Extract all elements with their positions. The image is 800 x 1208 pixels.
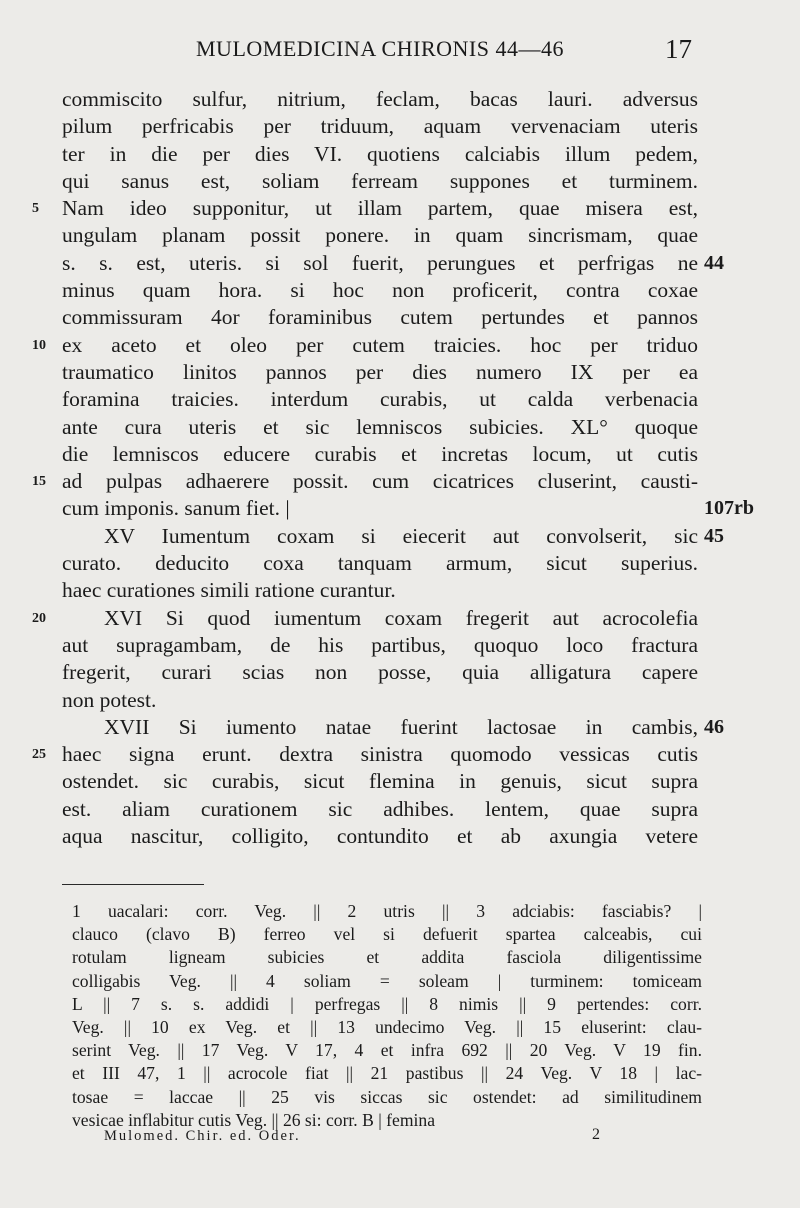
text-line	[62, 113, 698, 140]
text-line	[62, 168, 698, 195]
line-number: 25	[32, 747, 46, 763]
text-line	[62, 250, 724, 277]
critical-apparatus	[72, 900, 702, 1132]
text-line	[62, 86, 698, 113]
text-line-content: aut supragambam, de his partibus, quoquo loco fractura	[62, 632, 698, 657]
text-line-content: haec signa erunt. dextra sinistra quomodo vessicas cutis	[62, 742, 698, 767]
text-line	[62, 714, 724, 741]
text-line-content: ungulam planam possit ponere. in quam sincrismam, quae	[62, 223, 698, 248]
footnote-line: et III 47, 1 || acrocole fiat || 21 pastibus || 24 Veg. V 18 | lac-	[72, 1063, 702, 1084]
text-line-content: minus quam hora. si hoc non proficerit, contra coxae	[62, 278, 698, 303]
text-line-content: commissuram 4or foraminibus cutem pertundes et pannos	[62, 305, 698, 330]
text-line-content: ostendet. sic curabis, sicut flemina in genuis, sicut supra	[62, 769, 698, 794]
margin-reference: 107rb	[704, 497, 754, 520]
text-line-content: commiscito sulfur, nitrium, feclam, bacas lauri. adversus	[62, 87, 698, 111]
running-title: MULOMEDICINA CHIRONIS 44—46	[196, 36, 564, 61]
text-line-content: est. aliam curationem sic adhibes. lentem, quae supra	[62, 796, 698, 821]
text-line-content: XVII Si iumento natae fuerint lactosae in cambis,	[104, 714, 698, 739]
text-line	[62, 687, 698, 714]
running-header	[60, 34, 692, 70]
text-line-content: non potest.	[62, 687, 157, 712]
text-line-content: traumatico linitos pannos per dies numero IX per ea	[62, 359, 698, 384]
footnote-line: colligabis Veg. || 4 soliam = soleam | turminem: tomiceam	[72, 970, 702, 991]
text-line	[32, 741, 698, 768]
footnote-rule	[62, 884, 204, 885]
text-line	[62, 359, 698, 386]
text-line-content: ad pulpas adhaerere possit. cum cicatrices cluserint, causti-	[62, 469, 698, 494]
footnote-line: 1 uacalari: corr. Veg. || 2 utris || 3 adciabis: fasciabis? |	[72, 901, 702, 921]
text-line	[32, 332, 698, 359]
footnote-line: vesicae inflabitur cutis Veg. || 26 si: corr. B | femina	[72, 1109, 436, 1130]
text-line-content: XV Iumentum coxam si eiecerit aut convolserit, sic	[104, 523, 698, 548]
line-number: 10	[32, 337, 46, 353]
footer-signature: Mulomed. Chir. ed. Oder.	[104, 1128, 301, 1144]
text-line-content: die lemniscos educere curabis et incretas locum, ut cutis	[62, 441, 698, 466]
footnote-line: tosae = laccae || 25 vis siccas sic ostendet: ad similitudinem	[72, 1086, 702, 1107]
line-number: 20	[32, 610, 46, 626]
text-line-content: s. s. est, uteris. si sol fuerit, perungues et perfrigas ne	[62, 250, 698, 275]
text-line	[32, 195, 698, 222]
text-line	[62, 550, 698, 577]
text-line	[62, 495, 754, 522]
footnote-line: rotulam ligneam subicies et addita fasciola diligentissime	[72, 947, 702, 968]
margin-reference: 46	[704, 715, 724, 738]
footer-sheet-number: 2	[592, 1126, 600, 1143]
text-line-content: ter in die per dies VI. quotiens calciabis illum pedem,	[62, 141, 698, 166]
footnote-line: serint Veg. || 17 Veg. V 17, 4 et infra 692 || 20 Veg. V 19 fin.	[72, 1040, 702, 1061]
text-line	[62, 386, 698, 413]
signature-footer	[104, 1124, 604, 1148]
text-line	[62, 222, 698, 249]
text-line-content: aqua nascitur, colligito, contundito et ab axungia vetere	[62, 824, 698, 849]
text-line-content: haec curationes simili ratione curantur.	[62, 578, 396, 603]
text-line	[62, 632, 698, 659]
margin-reference: 45	[704, 524, 724, 547]
line-number: 5	[32, 201, 39, 217]
text-line	[62, 141, 698, 168]
page-number: 17	[665, 34, 692, 64]
text-line-content: Nam ideo supponitur, ut illam partem, quae misera est,	[62, 196, 698, 221]
text-line-content: cum imponis. sanum fiet. |	[62, 496, 290, 521]
text-line-content: ante cura uteris et sic lemniscos subicies. XL° quoque	[62, 414, 698, 439]
footnote-line: Veg. || 10 ex Veg. et || 13 undecimo Veg. || 15 eluserint: clau-	[72, 1016, 702, 1037]
text-line	[32, 605, 698, 632]
text-line-content: qui sanus est, soliam ferream suppones et turminem.	[62, 168, 698, 193]
text-line	[62, 414, 698, 441]
footnote-line: L || 7 s. s. addidi | perfregas || 8 nimis || 9 pertendes: corr.	[72, 993, 702, 1014]
text-line	[62, 577, 698, 604]
text-line	[62, 277, 698, 304]
text-line	[62, 823, 698, 850]
text-line	[62, 523, 724, 550]
text-line-content: ex aceto et oleo per cutem traicies. hoc per triduo	[62, 332, 698, 357]
text-line-content: curato. deducito coxa tanquam armum, sicut superius.	[62, 551, 698, 576]
margin-reference: 44	[704, 251, 724, 274]
text-line	[62, 659, 698, 686]
text-line-content: fregerit, curari scias non posse, quia alligatura capere	[62, 660, 698, 685]
footnote-line: clauco (clavo B) ferreo vel si defuerit spartea calceabis, cui	[72, 924, 702, 945]
text-line	[62, 768, 698, 795]
text-line-content: foramina traicies. interdum curabis, ut calda verbenacia	[62, 387, 698, 412]
text-line	[62, 304, 698, 331]
text-line	[62, 796, 698, 823]
main-text	[32, 86, 754, 850]
text-line	[32, 468, 698, 495]
text-line-content: pilum perfricabis per triduum, aquam vervenaciam uteris	[62, 114, 698, 139]
line-number: 15	[32, 474, 46, 490]
text-line-content: XVI Si quod iumentum coxam fregerit aut acrocolefia	[104, 605, 698, 630]
text-line	[62, 441, 698, 468]
